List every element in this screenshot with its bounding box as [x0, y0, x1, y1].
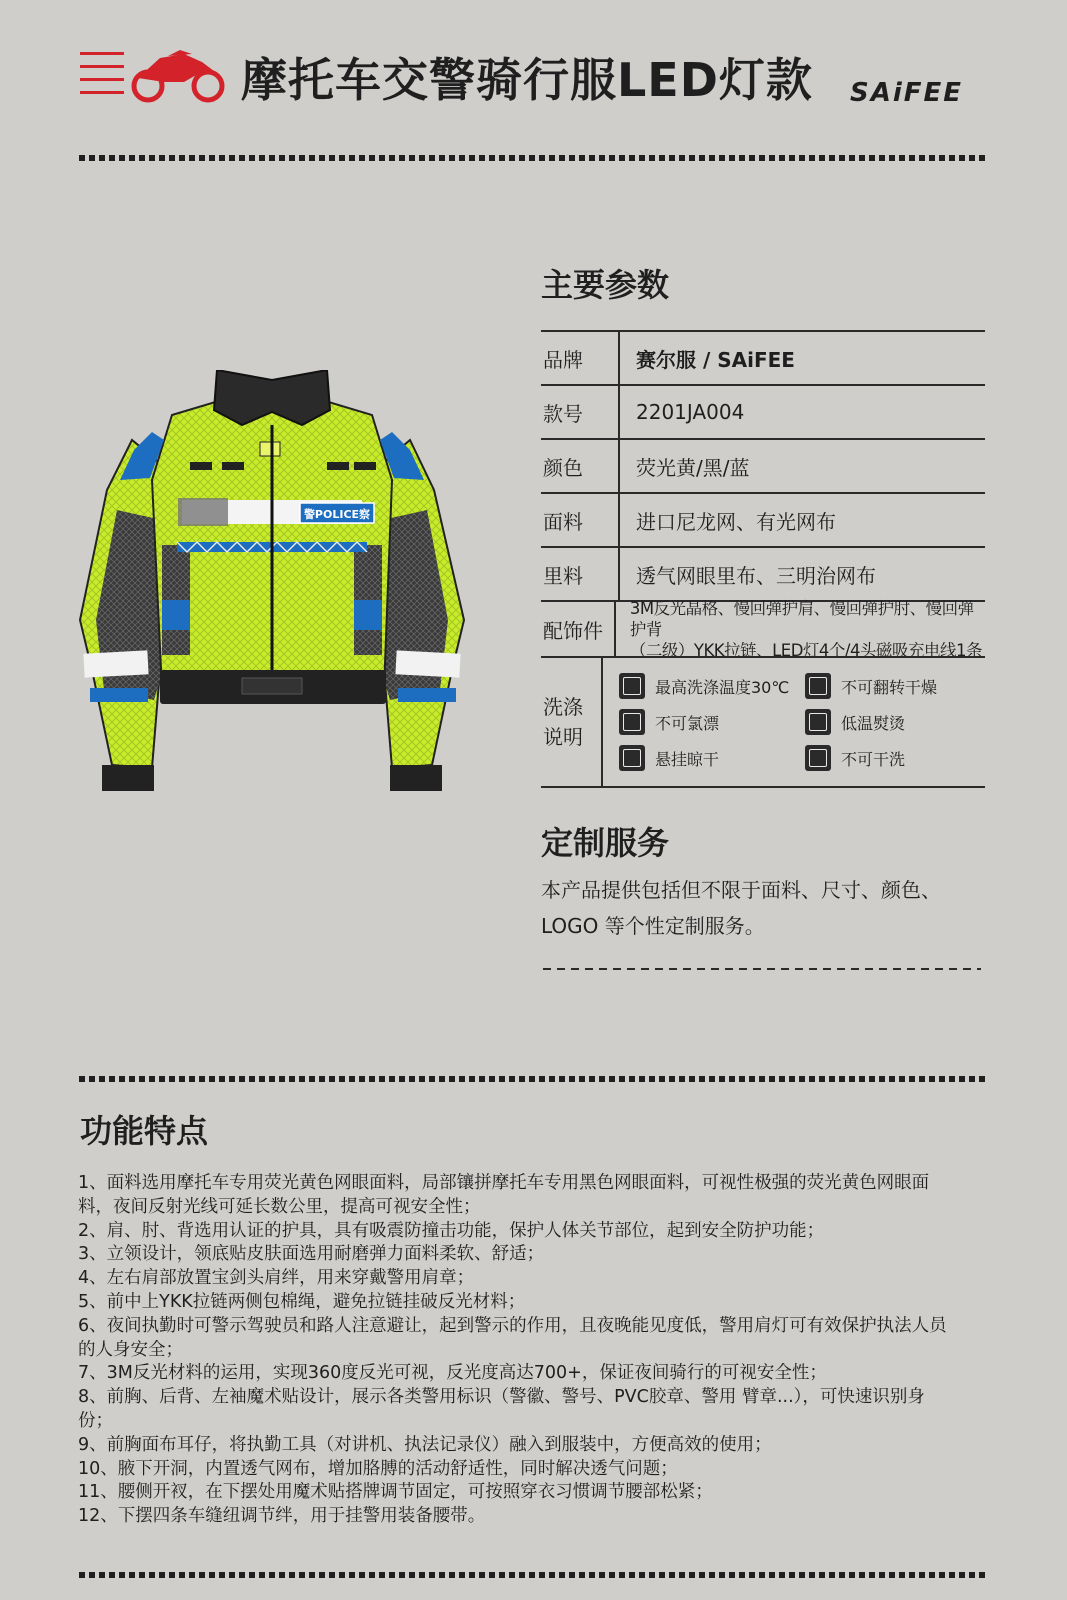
divider	[543, 968, 981, 970]
no-dry-clean-icon	[805, 745, 831, 771]
spec-label: 洗涤	[543, 695, 583, 719]
feature-line: 4、左右肩部放置宝剑头肩绊，用来穿戴警用肩章；	[78, 1268, 475, 1289]
spec-value-line: （二级）YKK拉链、LED灯4个/4头磁吸充电线1条	[629, 640, 982, 660]
spec-value-line: 3M反光晶格、慢回弹护肩、慢回弹护肘、慢回弹护背	[629, 598, 974, 639]
spec-table	[541, 330, 985, 788]
brand-logo: SAiFEE	[850, 78, 964, 108]
feature-line: 5、前中上YKK拉链两侧包棉绳，避免拉链挂破反光材料；	[78, 1291, 526, 1312]
spec-value: 透气网眼里布、三明治网布	[636, 563, 876, 588]
feature-line: 10、腋下开洞，内置透气网布，增加胳膊的活动舒适性，同时解决透气问题；	[78, 1458, 678, 1479]
no-tumble-dry-icon	[805, 673, 831, 699]
wash-item: 不可干洗	[805, 745, 985, 771]
wash-instructions	[603, 673, 985, 771]
low-iron-icon	[805, 709, 831, 735]
wash-30-icon	[619, 673, 645, 699]
spec-row-wash	[541, 656, 985, 788]
feature-line: 6、夜间执勤时可警示驾驶员和路人注意避让，起到警示的作用，且夜晚能见度低，警用肩灯可有效保护执法人员	[78, 1315, 947, 1336]
spec-label: 说明	[543, 725, 583, 749]
feature-line: 份；	[78, 1410, 113, 1431]
spec-value: 进口尼龙网、有光网布	[636, 509, 836, 534]
custom-line: LOGO 等个性定制服务。	[541, 914, 765, 938]
feature-line: 8、前胸、后背、左袖魔术贴设计，展示各类警用标识（警徽、警号、PVC胶章、警用 臂章...），可快速识别身	[78, 1387, 925, 1408]
spec-label: 配饰件	[541, 602, 616, 656]
spec-value: 赛尔服 / SAiFEE	[636, 347, 795, 372]
wash-item: 低温熨烫	[805, 709, 985, 735]
specs-heading: 主要参数	[541, 266, 670, 304]
custom-description	[541, 872, 981, 944]
spec-row-brand	[541, 330, 985, 384]
spec-label: 颜色	[541, 440, 620, 492]
wash-item: 不可氯漂	[619, 709, 805, 735]
no-bleach-icon	[619, 709, 645, 735]
feature-line: 料，夜间反射光线可延长数公里，提高可视安全性；	[78, 1196, 481, 1217]
spec-value: 2201JA004	[636, 400, 745, 424]
custom-line: 本产品提供包括但不限于面料、尺寸、颜色、	[541, 878, 941, 902]
feature-line: 7、3M反光材料的运用，实现360度反光可视，反光度高达700+，保证夜间骑行的可视安全性；	[78, 1363, 827, 1384]
wash-item: 悬挂晾干	[619, 745, 805, 771]
feature-line: 1、面料选用摩托车专用荧光黄色网眼面料，局部镶拼摩托车专用黑色网眼面料，可视性极强的荧光黄色网眼面	[78, 1173, 930, 1193]
features-heading: 功能特点	[80, 1112, 209, 1150]
divider	[79, 1076, 987, 1082]
wash-item: 最高洗涤温度30℃	[619, 673, 805, 699]
spec-label: 品牌	[541, 332, 620, 384]
feature-line: 2、肩、肘、背选用认证的护具，具有吸震防撞击功能，保护人体关节部位，起到安全防护功能；	[78, 1220, 825, 1241]
divider	[79, 1572, 987, 1578]
spec-row-color	[541, 438, 985, 492]
spec-row-fabric	[541, 492, 985, 546]
hang-dry-icon	[619, 745, 645, 771]
spec-label: 款号	[541, 386, 620, 438]
feature-line: 的人身安全；	[78, 1339, 183, 1360]
jacket-illustration	[72, 370, 482, 820]
spec-label: 面料	[541, 494, 620, 546]
page-title: 摩托车交警骑行服LED灯款	[241, 53, 813, 107]
spec-label: 里料	[541, 548, 620, 600]
feature-line: 3、立领设计，领底贴皮肤面选用耐磨弹力面料柔软、舒适；	[78, 1244, 545, 1265]
feature-line: 11、腰侧开衩，在下摆处用魔术贴搭牌调节固定，可按照穿衣习惯调节腰部松紧；	[78, 1482, 713, 1503]
spec-row-accessories	[541, 598, 985, 660]
divider	[79, 155, 987, 161]
spec-value: 荧光黄/黑/蓝	[636, 455, 750, 480]
header-logo	[80, 48, 228, 104]
spec-row-style-no	[541, 384, 985, 438]
spec-row-lining	[541, 546, 985, 600]
custom-heading: 定制服务	[541, 824, 670, 862]
motorcycle-icon	[80, 48, 228, 104]
feature-line: 12、下摆四条车缝纽调节绊，用于挂警用装备腰带。	[78, 1506, 486, 1527]
police-patch-text: 警POLICE察	[303, 508, 371, 521]
feature-line: 9、前胸面布耳仔，将执勤工具（对讲机、执法记录仪）融入到服装中，方便高效的使用；	[78, 1434, 772, 1455]
wash-item: 不可翻转干燥	[805, 673, 985, 699]
features-list	[78, 1172, 1028, 1529]
